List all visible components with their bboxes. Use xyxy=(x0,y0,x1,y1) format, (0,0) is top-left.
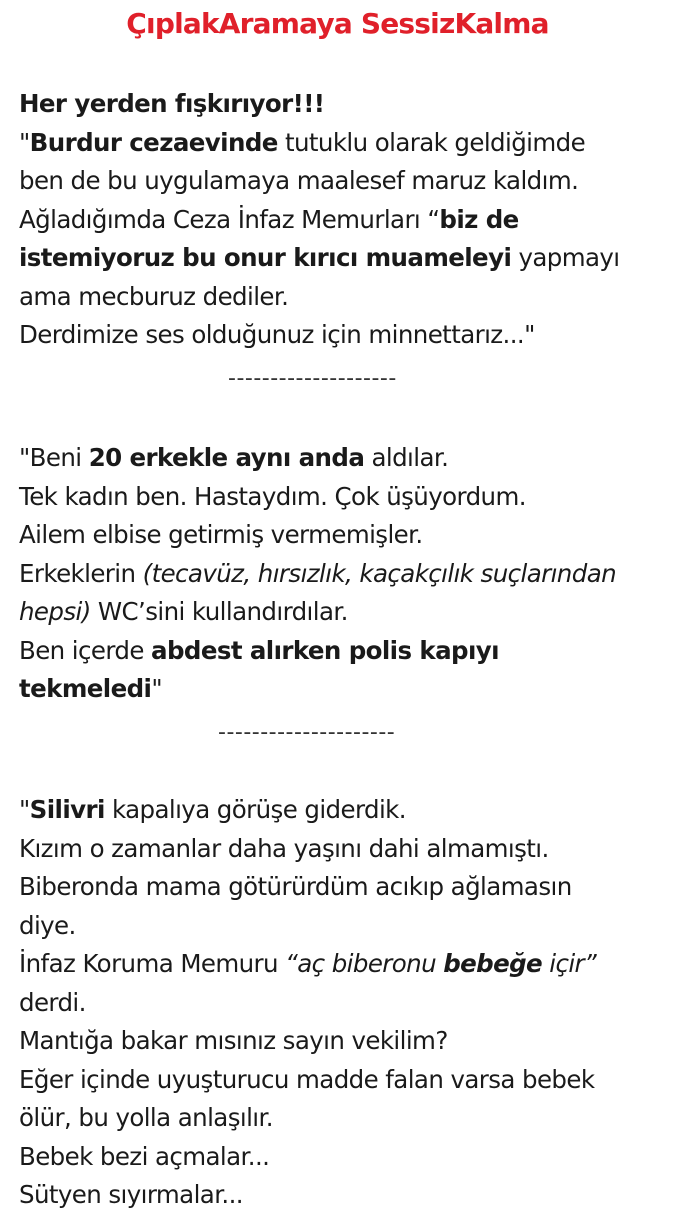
text-line: Ağladığımda Ceza İnfaz Memurları “biz de xyxy=(19,204,519,234)
text-line: Ben içerde abdest alırken polis kapıyı xyxy=(19,635,499,665)
heading: Her yerden fışkırıyor!!! xyxy=(19,89,325,118)
text-line: tekmeledi" xyxy=(19,674,162,703)
text-line: Kızım o zamanlar daha yaşını dahi almamıştı. xyxy=(19,833,549,863)
text-line: Mantığa bakar mısınız sayın vekilim? xyxy=(19,1026,448,1055)
text-line: "Burdur cezaevinde tutuklu olarak geldiğimde xyxy=(19,127,586,157)
page-title: ÇıplakAramaya SessizKalma xyxy=(126,7,549,40)
text-line: Ailem elbise getirmiş vermemişler. xyxy=(19,520,423,549)
text-line: Biberonda mama götürürdüm acıkıp ağlamasın xyxy=(19,872,572,901)
separator: --------------------- xyxy=(218,720,396,745)
text-line: Eğer içinde uyuşturucu madde falan varsa bebek xyxy=(19,1064,595,1094)
text-line: hepsi) WC’sini kullandırdılar. xyxy=(19,597,348,626)
text-line: Tek kadın ben. Hastaydım. Çok üşüyordum. xyxy=(19,481,526,511)
testimony-block-1 xyxy=(19,85,669,355)
text-line: ama mecburuz dediler. xyxy=(19,281,289,311)
text-line: ben de bu uygulamaya maalesef maruz kaldım. xyxy=(19,166,579,195)
separator: -------------------- xyxy=(228,366,397,391)
testimony-block-3 xyxy=(19,791,669,1215)
text-line: istemiyoruz bu onur kırıcı muameleyi yapmayı xyxy=(19,243,620,272)
text-line: İnfaz Koruma Memuru “aç biberonu bebeğe içir” xyxy=(19,949,597,978)
text-line: derdi. xyxy=(19,987,86,1017)
text-line: ölür, bu yolla anlaşılır. xyxy=(19,1103,273,1132)
text-line: Bebek bezi açmalar... xyxy=(19,1141,270,1171)
text-line: Derdimize ses olduğunuz için minnettarız..." xyxy=(19,320,535,349)
text-line: Sütyen sıyırmalar... xyxy=(19,1180,243,1209)
text-line: "Silivri kapalıya görüşe giderdik. xyxy=(19,795,406,824)
testimony-block-2 xyxy=(19,439,669,709)
text-line: Erkeklerin (tecavüz, hırsızlık, kaçakçılık suçlarından xyxy=(19,558,617,588)
text-line: diye. xyxy=(19,910,76,940)
text-line: "Beni 20 erkekle aynı anda aldılar. xyxy=(19,443,449,472)
